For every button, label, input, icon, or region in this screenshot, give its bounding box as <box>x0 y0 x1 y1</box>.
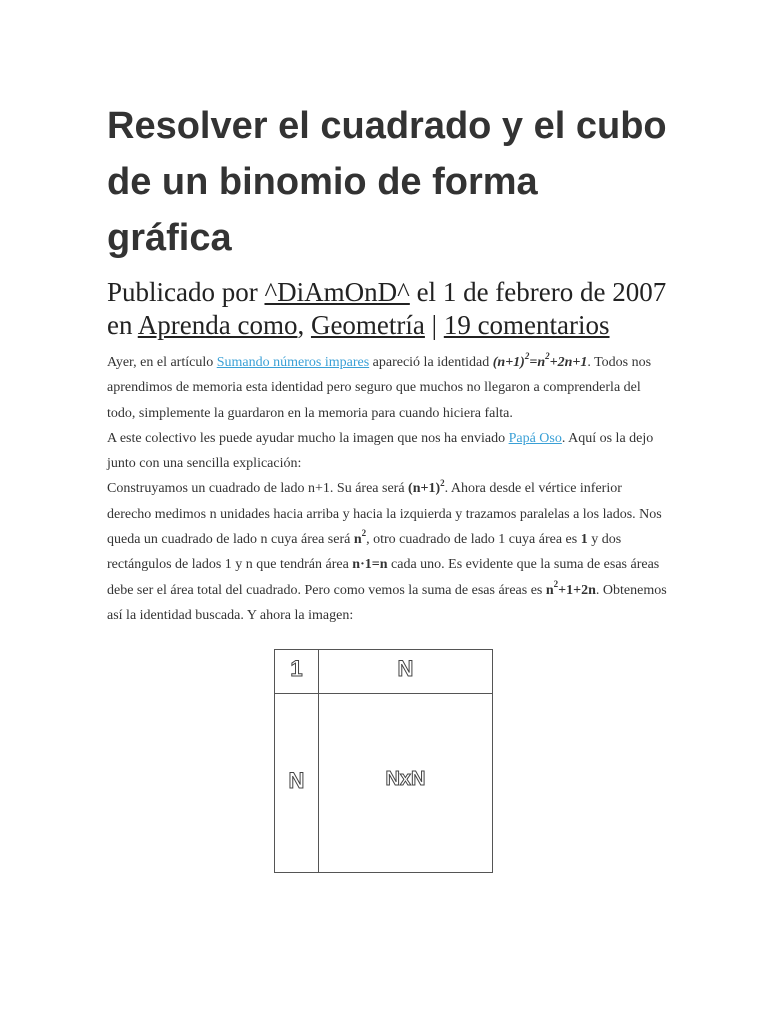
text: y dos rectángulos de lados 1 y n que tendrán área <box>107 532 622 573</box>
exponent: 2 <box>440 477 445 488</box>
bold-term: 1 <box>580 532 588 548</box>
byline-separator: | <box>424 310 444 340</box>
bold-text: +1+2n <box>558 582 596 598</box>
identity-formula <box>492 351 588 370</box>
text: Ayer, en el artículo <box>107 355 217 370</box>
article <box>107 98 667 628</box>
paragraph-2 <box>107 426 667 477</box>
divider-vertical <box>318 650 319 872</box>
exponent: 2 <box>553 579 559 590</box>
article-body <box>107 350 667 628</box>
text: , otro cuadrado de lado 1 cuya área es <box>366 532 581 548</box>
bold-term <box>408 477 445 497</box>
comments-link[interactable]: 19 comentarios <box>443 310 610 340</box>
article-title: Resolver el cuadrado y el cubo de un binomio de forma gráfica <box>107 105 667 259</box>
label-bottom-right: NxN <box>385 768 426 790</box>
formula-part: +2n+1 <box>549 355 588 370</box>
formula-part: =n <box>529 355 546 370</box>
bold-text: n <box>353 532 362 548</box>
binomial-square-figure <box>274 649 493 873</box>
bold-text: (n+1) <box>408 481 441 497</box>
category-link-aprenda-como[interactable]: Aprenda como <box>137 310 298 340</box>
divider-horizontal <box>275 693 492 694</box>
formula-exponent: 2 <box>545 351 550 362</box>
formula-exponent: 2 <box>524 351 530 362</box>
text: . Ahora desde el vértice inferior derecho medimos n unidades hacia arriba y hacia la izquierda y trazamos paralelas a los lados. Nos queda un cuadrado de lado n cuya área será <box>107 481 662 548</box>
text: . Todos nos aprendimos de memoria esta identidad pero seguro que muchos no llegaron a comprenderla del todo, simplemente la guardaron en la memoria para cuando hiciera falta. <box>107 355 652 421</box>
bold-term <box>353 528 367 548</box>
byline <box>107 276 667 342</box>
text: . Aquí os la dejo junto con una sencilla explicación: <box>107 430 654 472</box>
bold-text: n <box>545 582 554 598</box>
label-bottom-left: N <box>288 768 305 793</box>
label-top-right: N <box>397 656 414 681</box>
text: A este colectivo les puede ayudar mucho la imagen que nos ha enviado <box>107 430 509 446</box>
paragraph-3 <box>107 476 667 628</box>
category-link-geometria[interactable]: Geometría <box>310 310 425 340</box>
bold-term: n·1=n <box>352 557 388 573</box>
link-papa-oso[interactable]: Papá Oso <box>508 430 562 446</box>
bold-term <box>545 579 596 598</box>
link-sumando-numeros-impares[interactable]: Sumando números impares <box>216 355 370 370</box>
author-link[interactable]: ^DiAmOnD^ <box>264 277 410 307</box>
byline-date: el 1 de febrero de 2007 en <box>107 277 667 340</box>
text: cada uno. Es evidente que la suma de esas áreas debe ser el área total del cuadrado. Pero como vemos la suma de esas áreas es <box>107 557 660 598</box>
text: . Obtenemos así la identidad buscada. Y ahora la imagen: <box>107 582 667 623</box>
exponent: 2 <box>361 528 367 539</box>
paragraph-1 <box>107 350 667 426</box>
label-top-left: 1 <box>290 656 303 681</box>
formula-part: (n+1) <box>492 355 525 370</box>
text: Construyamos un cuadrado de lado n+1. Su área será <box>107 481 409 497</box>
text: apareció la identidad <box>369 355 493 370</box>
byline-separator: , <box>297 310 311 340</box>
byline-prefix: Publicado por <box>107 277 265 307</box>
